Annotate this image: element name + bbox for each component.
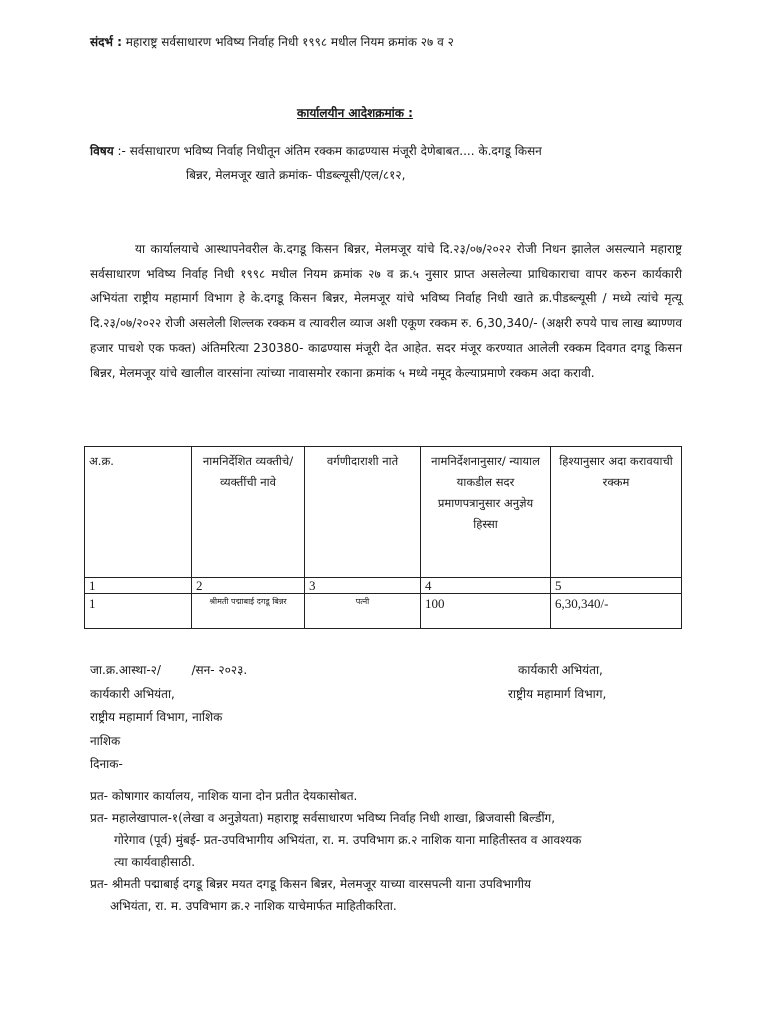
table-cell: पत्नी (305, 594, 421, 629)
body-text: या कार्यालयाचे आस्थापनेवरील के.दगडू किसन बिन्नर, मेलमजूर यांचे दि.२३/०७/२०२२ रोजी निधन झालेल असल्याने महाराष्ट्र सर्वसाधारण भविष्य निर्वाह निधी १९९८ मधील नियम क्रमांक २७ व क्र.५ नुसार प्राप्त असलेल्या प्राधिकाराचा वापर करुन कार्यकारी अभियंता राष्ट्रीय महामार्ग विभाग हे के.दगडू किसन बिन्नर, मेलमजूर यांचे भविष्य निर्वाह निधी खाते क्र.पीडब्ल्यूसी / मध्ये त्यांचे मृत्यू दि.२३/०७/२०२२ रोजी असलेली शिल्लक रक्कम व त्यावरील व्याज अशी एकूण रक्कम रु. 6,30,340/- (अक्षरी रुपये पाच लाख ब्याण्णव हजार पाचशे एक फक्त) अंतिमरित्या 230380- काढण्यास मंजूरी देत आहेत. सदर मंजूर करण्यात आलेली रक्कम दिवगत दगडू किसन बिन्नर, मेलमजूर यांचे खालील वारसांना त्यांच्या नावासमोर रकाना क्रमांक ५ मध्ये नमूद केल्याप्रमाणे रक्कम अदा करावी. (90, 242, 682, 380)
footer-left-line: दिनाक- (90, 757, 123, 771)
copy-line: प्रत- महालेखापाल-१(लेखा व अनुज्ञेयता) महाराष्ट्र सर्वसाधारण भविष्य निर्वाह निधी शाखा, ब्रिजवासी बिल्डींग, (90, 811, 556, 825)
reference-label: संदर्भ : (90, 35, 122, 49)
table-header-row (85, 447, 682, 578)
header-nominee-names: नामनिर्देशित व्यक्तीचे/ व्यक्तींची नावे (192, 447, 305, 578)
subject-line-1 (90, 142, 542, 159)
table-cell: 4 (421, 578, 551, 594)
footer-left-line: राष्ट्रीय महामार्ग विभाग, नाशिक (90, 710, 223, 724)
subject-text-1: :- सर्वसाधारण भविष्य निर्वाह निधीतून अंतिम रक्कम काढण्यास मंजूरी देणेबाबत.... के.दगडू किसन (113, 144, 542, 158)
copy-line: प्रत- श्रीमती पद्माबाई दगडू बिन्नर मयत दगडू किसन बिन्नर, मेलमजूर याच्या वारसपत्नी याना उपविभागीय (90, 877, 531, 891)
table-cell: 100 (421, 594, 551, 629)
footer-left-line: जा.क्र.आस्था-२/ /सन- २०२३. (90, 663, 248, 677)
copy-line: प्रत- कोषागार कार्यालय, नाशिक याना दोन प्रतीत देयकासोबत. (90, 789, 358, 803)
table-number-row (85, 578, 682, 594)
body-paragraph (90, 237, 682, 385)
header-relation: वर्गणीदाराशी नाते (305, 447, 421, 578)
table-cell: 5 (551, 578, 682, 594)
copy-list (90, 785, 690, 807)
table-cell: श्रीमती पद्माबाई दगडू बिन्नर (192, 594, 305, 629)
reference-text: महाराष्ट्र सर्वसाधारण भविष्य निर्वाह निधी १९९८ मधील नियम क्रमांक २७ व २ (121, 35, 454, 49)
table-cell: 6,30,340/- (551, 594, 682, 629)
copy-list (90, 807, 690, 873)
footer-left-line: नाशिक (90, 733, 121, 748)
signatory-title: कार्यकारी अभियंता, (518, 663, 603, 677)
header-serial: अ.क्र. (85, 447, 192, 578)
footer-right (508, 659, 606, 706)
table-cell: 3 (305, 578, 421, 594)
table-row (85, 594, 682, 629)
subject-label: विषय (90, 144, 114, 158)
reference-line (90, 33, 454, 50)
table-cell: 2 (192, 578, 305, 594)
header-amount: हिश्यानुसार अदा करावयाची रक्कम (551, 447, 682, 578)
footer-left-line: कार्यकारी अभियंता, (90, 686, 175, 701)
subject-line-2: बिन्नर, मेलमजूर खाते क्रमांक- पीडब्ल्यूसी/एल/८१२, (186, 168, 406, 182)
header-share: नामनिर्देशनानुसार/ न्यायाल याकडील सदर प्रमाणपत्रानुसार अनुज्ञेय हिस्सा (421, 447, 551, 578)
signatory-office: राष्ट्रीय महामार्ग विभाग, (508, 686, 607, 701)
heirs-table (84, 446, 682, 629)
table-cell: 1 (85, 594, 192, 629)
copy-line: गोरेगाव (पूर्व) मुंबई- प्रत-उपविभागीय अभियंता, रा. म. उपविभाग क्र.२ नाशिक याना माहितीस्तव व आवश्यक (114, 833, 582, 847)
footer-left (90, 659, 247, 777)
order-title: कार्यालयीन आदेशक्रमांक : (297, 106, 413, 120)
copy-line: त्या कार्यवाहीसाठी. (114, 855, 196, 869)
copy-line: अभियंता, रा. म. उपविभाग क्र.२ नाशिक याचेमार्फत माहितीकरिता. (110, 899, 397, 913)
copy-list (90, 873, 690, 917)
table-cell: 1 (85, 578, 192, 594)
